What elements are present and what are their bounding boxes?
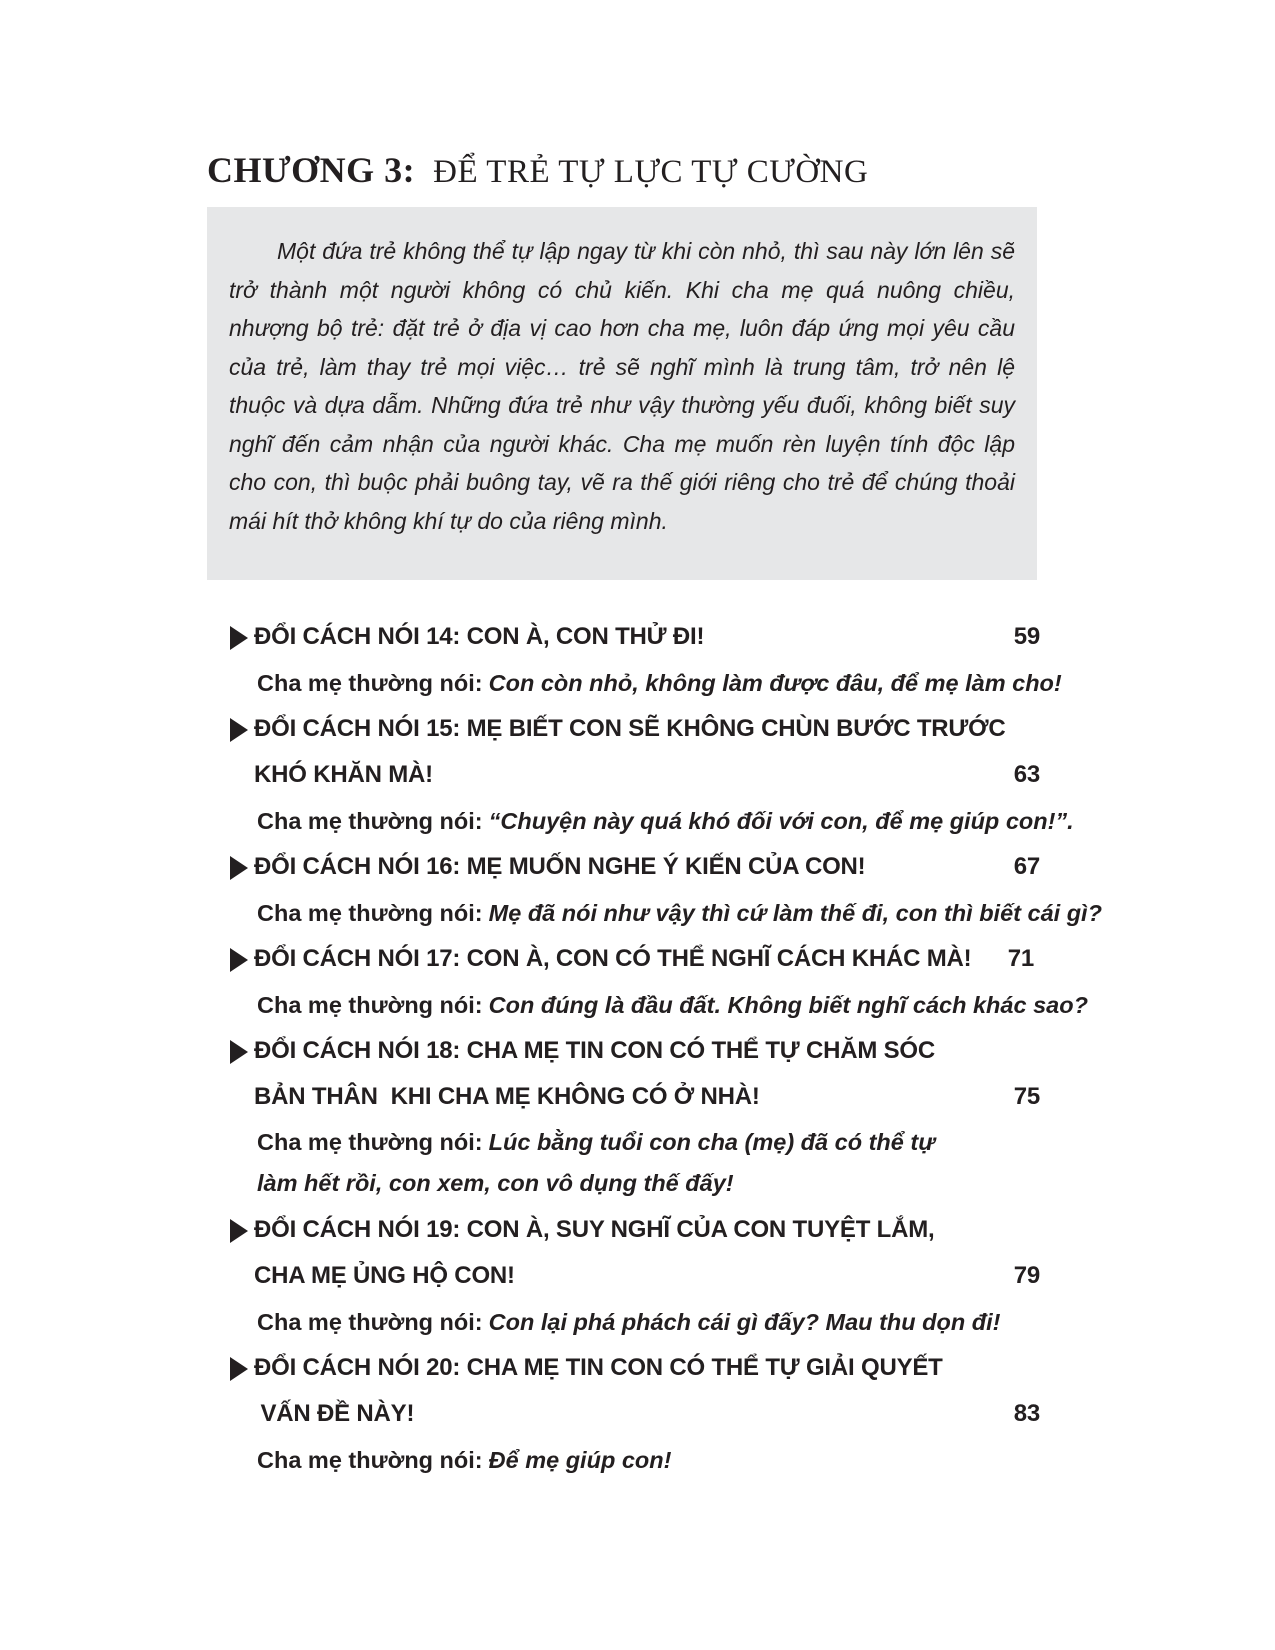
entry-heading [228,1345,1040,1437]
chapter-label: CHƯƠNG 3: [207,150,416,190]
quote-text: “Chuyện này quá khó đối với con, để mẹ giúp con!”. [488,808,1074,834]
entry-quote [228,798,1074,844]
entry-heading-line1: ĐỔI CÁCH NÓI 16: MẸ MUỐN NGHE Ý KIẾN CỦA CON! [254,853,866,880]
entry-heading-line1: ĐỔI CÁCH NÓI 18: CHA MẸ TIN CON CÓ THỂ TỰ CHĂM SÓC [254,1037,936,1064]
entry-heading-line1: ĐỔI CÁCH NÓI 14: CON À, CON THỬ ĐI! [254,623,705,650]
quote-text: Để mẹ giúp con! [488,1447,672,1473]
entry-heading-line2: VẤN ĐỀ NÀY! [254,1400,415,1427]
page-number: 79 [1013,1262,1040,1289]
entry-heading-line1: ĐỔI CÁCH NÓI 19: CON À, SUY NGHĨ CỦA CON TUYỆT LẮM, [254,1216,935,1243]
quote-text: Lúc bằng tuổi con cha (mẹ) đã có thể tự làm hết rồi, con xem, con vô dụng thế đấy! [257,1129,935,1196]
entry-quote [228,1299,1040,1345]
quote-text: Mẹ đã nói như vậy thì cứ làm thế đi, con thì biết cái gì? [488,900,1102,926]
entry-heading-line1: ĐỔI CÁCH NÓI 17: CON À, CON CÓ THỂ NGHĨ CÁCH KHÁC MÀ! [254,945,972,972]
quote-label: Cha mẹ thường nói: [257,808,483,834]
page-number: 71 [1007,945,1034,972]
triangle-bullet-icon [230,1357,248,1381]
entry-heading-line2: CHA MẸ ỦNG HỘ CON! [254,1262,515,1289]
triangle-bullet-icon [230,1219,248,1243]
quote-label: Cha mẹ thường nói: [257,900,483,926]
entry-heading [228,1028,1040,1120]
page-number: 67 [1013,853,1040,880]
toc-entry-17[interactable] [228,936,1088,1028]
quote-label: Cha mẹ thường nói: [257,1129,483,1155]
entry-heading [228,936,1040,982]
entry-heading [228,614,1040,660]
page-number: 59 [1013,623,1040,650]
page-number: 75 [1013,1083,1040,1110]
entry-heading-line1: ĐỔI CÁCH NÓI 15: MẸ BIẾT CON SẼ KHÔNG CHÙN BƯỚC TRƯỚC [254,715,1006,742]
entry-quote [228,982,1088,1028]
toc-entry-15[interactable] [228,706,1074,844]
table-of-contents [228,614,1102,1483]
entry-quote [228,1120,977,1207]
quote-text: Con đúng là đầu đất. Không biết nghĩ cách khác sao? [488,992,1088,1018]
intro-text: Một đứa trẻ không thể tự lập ngay từ khi còn nhỏ, thì sau này lớn lên sẽ trở thành một người không có chủ kiến. Khi cha mẹ quá nuông chiều, nhượng bộ trẻ: đặt trẻ ở địa vị cao hơn cha mẹ, luôn đáp ứng mọi yêu cầu của trẻ, làm thay trẻ mọi việc… trẻ sẽ nghĩ mình là trung tâm, trở nên lệ thuộc và dựa dẫm. Những đứa trẻ như vậy thường yếu đuối, không biết suy nghĩ đến cảm nhận của người khác. Cha mẹ muốn rèn luyện tính độc lập cho con, thì buộc phải buông tay, vẽ ra thế giới riêng cho trẻ để chúng thoải mái hít thở không khí tự do của riêng mình. [229,238,1015,534]
toc-entry-16[interactable] [228,844,1102,936]
page-number: 63 [1013,761,1040,788]
triangle-bullet-icon [230,856,248,880]
entry-quote [228,1437,1040,1483]
triangle-bullet-icon [230,1040,248,1064]
quote-label: Cha mẹ thường nói: [257,1309,483,1335]
triangle-bullet-icon [230,718,248,742]
quote-label: Cha mẹ thường nói: [257,1447,483,1473]
toc-entry-14[interactable] [228,614,1062,706]
entry-heading-line2: KHÓ KHĂN MÀ! [254,761,433,788]
triangle-bullet-icon [230,626,248,650]
chapter-name: ĐỂ TRẺ TỰ LỰC TỰ CƯỜNG [433,154,869,190]
toc-entry-18[interactable] [228,1028,1040,1207]
quote-text: Con lại phá phách cái gì đấy? Mau thu dọn đi! [488,1309,1001,1335]
toc-entry-19[interactable] [228,1207,1040,1345]
quote-label: Cha mẹ thường nói: [257,992,483,1018]
entry-quote [228,660,1062,706]
entry-quote [228,890,1102,936]
triangle-bullet-icon [230,948,248,972]
quote-label: Cha mẹ thường nói: [257,670,483,696]
entry-heading-line1: ĐỔI CÁCH NÓI 20: CHA MẸ TIN CON CÓ THỂ TỰ GIẢI QUYẾT [254,1354,943,1381]
page-number: 83 [1013,1400,1040,1427]
chapter-title [207,152,868,189]
entry-heading [228,1207,1040,1299]
quote-text: Con còn nhỏ, không làm được đâu, để mẹ làm cho! [488,670,1062,696]
toc-entry-20[interactable] [228,1345,1040,1483]
intro-box [207,207,1037,580]
entry-heading-line2: BẢN THÂN KHI CHA MẸ KHÔNG CÓ Ở NHÀ! [254,1083,760,1110]
entry-heading [228,706,1040,798]
entry-heading [228,844,1040,890]
